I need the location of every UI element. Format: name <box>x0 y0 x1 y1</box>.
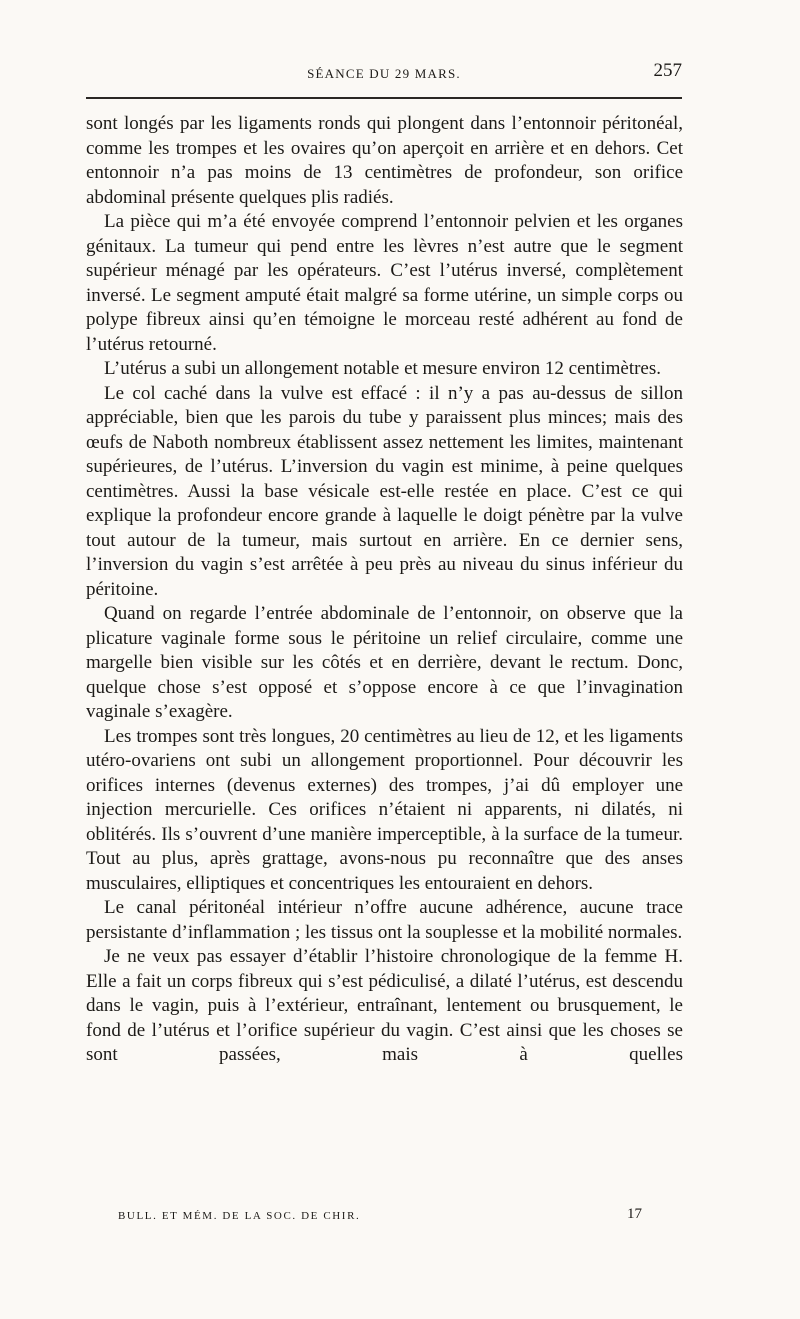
paragraph: Les trompes sont très longues, 20 centimètres au lieu de 12, et les ligaments utéro-ovariens ont subi un allongement proportionnel. Pour découvrir les orifices internes (devenus externes) des trompes, j’ai dû employer une injection mercurielle. Ces orifices n’étaient ni apparents, ni dilatés, ni oblitérés. Ils s’ouvrent d’une manière imperceptible, à la surface de la tumeur. Tout au plus, après grattage, avons-nous pu reconnaître que des anses musculaires, elliptiques et concentriques les entouraient en dehors. <box>86 725 683 894</box>
sheet-number: 17 <box>627 1206 642 1222</box>
body-text <box>86 112 683 1068</box>
page-number: 257 <box>653 60 682 81</box>
paragraph: sont longés par les ligaments ronds qui plongent dans l’entonnoir péritonéal, comme les trompes et les ovaires qu’on aperçoit en arrière et en dehors. Cet entonnoir n’a pas moins de 13 centimètres de profondeur, son orifice abdominal présente quelques plis radiés. <box>86 113 683 208</box>
paragraph: La pièce qui m’a été envoyée comprend l’entonnoir pelvien et les organes génitaux. La tumeur qui pend entre les lèvres n’est autre que le segment supérieur ménagé par les opérateurs. C’est l’utérus inversé, complètement inversé. Le segment amputé était malgré sa forme utérine, un simple corps ou polype fibreux ainsi qu’en témoigne le morceau resté adhérent au fond de l’utérus retourné. <box>86 211 683 355</box>
paragraph: Le canal péritonéal intérieur n’offre aucune adhérence, aucune trace persistante d’inflammation ; les tissus ont la souplesse et la mobilité normales. <box>86 897 683 943</box>
page-footer <box>86 1206 682 1226</box>
paragraph: L’utérus a subi un allongement notable et mesure environ 12 centimètres. <box>104 358 662 379</box>
paragraph: Quand on regarde l’entrée abdominale de l’entonnoir, on observe que la plicature vaginale forme sous le péritoine un relief circulaire, comme une margelle bien visible sur les côtés et en derrière, devant le rectum. Donc, quelque chose s’est opposé et s’oppose encore à ce que l’invagination vaginale s’exagère. <box>86 603 683 722</box>
page-header <box>86 60 682 84</box>
header-rule <box>86 97 682 99</box>
paragraph: Le col caché dans la vulve est effacé : il n’y a pas au-dessus de sillon appréciable, bien que les parois du tube y paraissent plus minces; mais des œufs de Naboth nombreux établissent assez nettement les limites, maintenant supérieures, de l’utérus. L’inversion du vagin est minime, à peine quelques centimètres. Aussi la base vésicale est-elle restée en place. C’est ce qui explique la profondeur encore grande à laquelle le doigt pénètre par la vulve tout autour de la tumeur, mais surtout en arrière. En ce dernier sens, l’inversion du vagin s’est arrêtée à peu près au niveau du sinus inférieur du péritoine. <box>86 382 683 600</box>
running-head: SÉANCE DU 29 MARS. <box>307 66 461 81</box>
signature-line: BULL. ET MÉM. DE LA SOC. DE CHIR. <box>118 1210 361 1222</box>
paragraph: Je ne veux pas essayer d’établir l’histoire chronologique de la femme H. Elle a fait un corps fibreux qui s’est pédiculisé, a dilaté l’utérus, est descendu dans le vagin, puis à l’extérieur, entraînant, lentement ou brusquement, le fond de l’utérus et l’orifice supérieur du vagin. C’est ainsi que les choses se sont passées, mais à quelles <box>86 946 683 1065</box>
